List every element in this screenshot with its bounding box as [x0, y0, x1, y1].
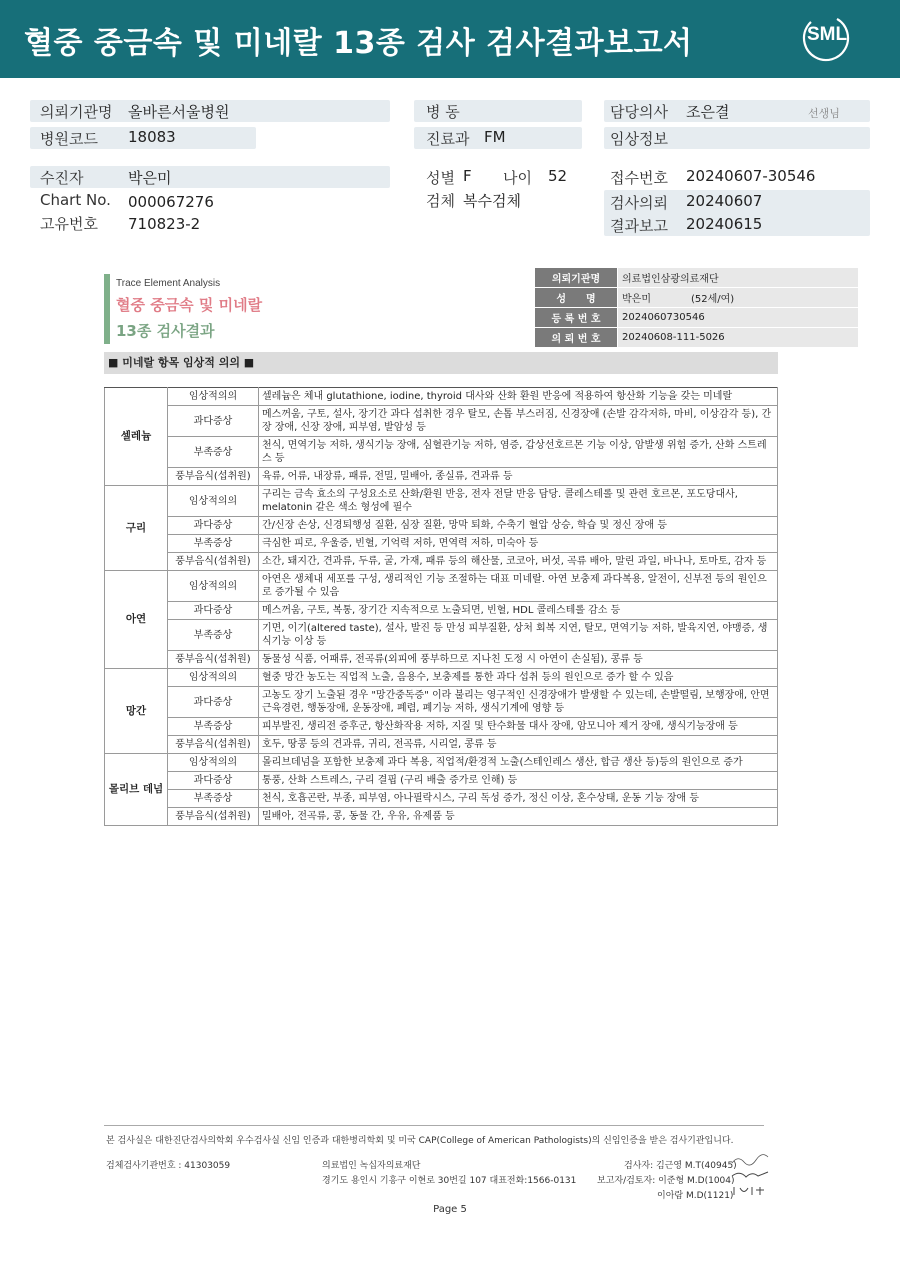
- info-value: 2024060730546: [618, 308, 859, 328]
- logo-text: SML: [806, 24, 848, 45]
- footer-note: 본 검사실은 대한진단검사의학회 우수검사실 신임 인증과 대한병리학회 및 미국 CAP(College of American Pathologists)의 신임인증을 받은 검사기관입니다.: [106, 1136, 734, 1146]
- row-category: 임상적의의: [168, 669, 259, 687]
- request-info-table: [534, 267, 859, 348]
- row-description: 천식, 면역기능 저하, 생식기능 장애, 심혈관기능 저하, 염증, 갑상선호르몬 기능 이상, 암발생 위험 증가, 산화 스트레스 등: [259, 437, 778, 468]
- dept-value: FM: [484, 128, 506, 146]
- table-row: [105, 571, 778, 602]
- footer-org: 의료법인 녹십자의료재단: [322, 1161, 421, 1171]
- info-key: 등 록 번 호: [535, 308, 618, 328]
- table-row: [105, 406, 778, 437]
- report-caption: Trace Element Analysis: [116, 278, 221, 289]
- row-description: 아연은 생체내 세포를 구성, 생리적인 기능 조절하는 대표 미네랄. 아연 보충제 과다복용, 알전이, 신부전 등의 원인으로 증가될 수 있음: [259, 571, 778, 602]
- request-label: 검사의뢰: [610, 194, 668, 212]
- mineral-table: [104, 387, 778, 826]
- info-row: [535, 308, 859, 328]
- footer-tester: 검사자: 김근영 M.T(40945): [624, 1161, 737, 1171]
- row-category: 풍부음식(섭취원): [168, 468, 259, 486]
- row-category: 풍부음식(섭취원): [168, 651, 259, 669]
- info-row: [535, 328, 859, 348]
- row-category: 과다증상: [168, 772, 259, 790]
- row-description: 메스꺼움, 구토, 설사, 장기간 과다 섭취한 경우 탈모, 손톱 부스러짐, 신경장애 (손발 감각저하, 마비, 이상감각 등), 간장 장애, 신장 장애, 피부염, 발암성 등: [259, 406, 778, 437]
- row-description: 피부발진, 생리전 증후군, 항산화작용 저하, 지질 및 탄수화물 대사 장애, 암모니아 제거 장애, 생식기능장애 등: [259, 718, 778, 736]
- request-value: 20240607: [686, 192, 763, 210]
- age-label: 나이: [503, 169, 532, 187]
- hospital-code-label: 병원코드: [40, 130, 98, 148]
- footer-address: 경기도 용인시 기흥구 이현로 30번길 107 대표전화:1566-0131: [322, 1176, 577, 1186]
- table-row: [105, 772, 778, 790]
- footer-reviewer: 보고자/검토자: 이준형 M.D(1004): [597, 1176, 735, 1186]
- patient-label: 수진자: [40, 169, 84, 187]
- reviewer-signature-icon: [730, 1168, 770, 1180]
- table-row: [105, 687, 778, 718]
- row-description: 몰리브데넘을 포함한 보충제 과다 복용, 직업적/환경적 노출(스테인레스 생산, 합금 생산 등)등의 원인으로 증가: [259, 754, 778, 772]
- row-description: 동물성 식품, 어패류, 전곡류(외피에 풍부하므로 지나친 도정 시 아연이 손실됨), 콩류 등: [259, 651, 778, 669]
- patient-value: 박은미: [128, 169, 172, 187]
- report-label: 결과보고: [610, 217, 668, 235]
- table-row: [105, 651, 778, 669]
- table-row: [105, 620, 778, 651]
- doctor-label: 담당의사: [610, 103, 668, 121]
- info-key: 의뢰기관명: [535, 268, 618, 288]
- report-value: 20240615: [686, 215, 763, 233]
- accent-bar: [104, 274, 110, 344]
- info-value: 박은미 (52세/여): [618, 288, 859, 308]
- row-description: 메스꺼움, 구토, 복통, 장기간 지속적으로 노출되면, 빈혈, HDL 콜레스테롤 감소 등: [259, 602, 778, 620]
- table-row: [105, 388, 778, 406]
- doctor-suffix: 선생님: [808, 107, 840, 120]
- info-key: 의 뢰 번 호: [535, 328, 618, 348]
- chart-value: 000067276: [128, 193, 214, 211]
- table-row: [105, 517, 778, 535]
- info-row: [535, 268, 859, 288]
- receipt-label: 접수번호: [610, 169, 668, 187]
- row-category: 과다증상: [168, 602, 259, 620]
- section-heading: ■ 미네랄 항목 임상적 의의 ■: [104, 352, 778, 374]
- row-category: 풍부음식(섭취원): [168, 736, 259, 754]
- row-category: 부족증상: [168, 718, 259, 736]
- row-description: 극심한 피로, 우울증, 빈혈, 기억력 저하, 면역력 저하, 미숙아 등: [259, 535, 778, 553]
- row-category: 과다증상: [168, 406, 259, 437]
- ward-label: 병 동: [426, 103, 460, 121]
- row-category: 임상적의의: [168, 388, 259, 406]
- sex-value: F: [463, 167, 472, 185]
- row-category: 과다증상: [168, 687, 259, 718]
- table-row: [105, 736, 778, 754]
- row-category: 부족증상: [168, 620, 259, 651]
- specimen-value: 복수검체: [463, 192, 521, 210]
- uid-value: 710823-2: [128, 215, 201, 233]
- tester-signature-icon: [730, 1154, 770, 1166]
- table-row: [105, 437, 778, 468]
- table-row: [105, 718, 778, 736]
- info-key: 성 명: [535, 288, 618, 308]
- mineral-name: 몰리브 데넘: [105, 754, 168, 826]
- institution-value: 올바른서울병원: [128, 103, 230, 121]
- row-category: 풍부음식(섭취원): [168, 553, 259, 571]
- row-description: 통풍, 산화 스트레스, 구리 결핍 (구리 배출 증가로 인해) 등: [259, 772, 778, 790]
- row-category: 임상적의의: [168, 754, 259, 772]
- row-description: 호두, 땅콩 등의 견과류, 귀리, 전곡류, 시리얼, 콩류 등: [259, 736, 778, 754]
- uid-label: 고유번호: [40, 215, 98, 233]
- doctor-value: 조은결: [686, 103, 730, 121]
- chart-label: Chart No.: [40, 191, 111, 209]
- table-row: [105, 535, 778, 553]
- report-title: 혈중 중금속 및 미네랄 13종 검사 검사결과보고서: [24, 26, 693, 61]
- row-description: 구리는 금속 효소의 구성요소로 산화/환원 반응, 전자 전달 반응 담당. 콜레스테롤 및 관련 호르몬, 포도당대사, melatonin 같은 색소 형성에 필수: [259, 486, 778, 517]
- info-row: [535, 288, 859, 308]
- row-category: 임상적의의: [168, 571, 259, 602]
- dept-label: 진료과: [426, 130, 470, 148]
- row-category: 부족증상: [168, 437, 259, 468]
- info-value: 20240608-111-5026: [618, 328, 859, 348]
- lab-number: 검체검사기관번호 : 41303059: [106, 1161, 231, 1171]
- footer-reviewer2: 이아람 M.D(1121): [657, 1191, 734, 1201]
- patient-box: [30, 166, 390, 188]
- table-row: [105, 808, 778, 826]
- row-description: 고농도 장기 노출된 경우 "망간중독증" 이라 불리는 영구적인 신경장애가 발생할 수 있는데, 손발떨림, 보행장애, 안면근육경련, 행동장애, 운동장애, 폐렴, 폐기능 저하, 생식기계에 영향 등: [259, 687, 778, 718]
- row-category: 부족증상: [168, 790, 259, 808]
- row-description: 밀배아, 전곡류, 콩, 동물 간, 우유, 유제품 등: [259, 808, 778, 826]
- row-description: 혈중 망간 농도는 직업적 노출, 음용수, 보충제를 통한 과다 섭취 등의 원인으로 증가 할 수 있음: [259, 669, 778, 687]
- report-title-line2: 13종 검사결과: [116, 322, 215, 340]
- row-description: 셀레늄은 체내 glutathione, iodine, thyroid 대사와 산화 환원 반응에 적용하여 항산화 기능을 갖는 미네랄: [259, 388, 778, 406]
- hospital-code-value: 18083: [128, 128, 176, 146]
- report-title-line1: 혈중 중금속 및 미네랄: [116, 296, 263, 314]
- row-category: 풍부음식(섭취원): [168, 808, 259, 826]
- row-description: 소간, 돼지간, 견과류, 두류, 굴, 가재, 패류 등의 해산물, 코코아, 버섯, 곡류 배아, 말린 과일, 바나나, 토마토, 감자 등: [259, 553, 778, 571]
- row-category: 임상적의의: [168, 486, 259, 517]
- table-row: [105, 468, 778, 486]
- row-category: 부족증상: [168, 535, 259, 553]
- table-row: [105, 669, 778, 687]
- sex-label: 성별: [426, 169, 455, 187]
- clinical-label: 임상정보: [610, 130, 668, 148]
- table-row: [105, 486, 778, 517]
- mineral-name: 셀레늄: [105, 388, 168, 486]
- report-header: [0, 0, 900, 78]
- row-description: 기면, 이기(altered taste), 설사, 발진 등 만성 피부질환, 상처 회복 지연, 탈모, 면역기능 저하, 발육지연, 야맹증, 생식기능 이상 등: [259, 620, 778, 651]
- specimen-label: 검체: [426, 192, 455, 210]
- footer-divider: [104, 1125, 764, 1126]
- page-number: Page 5: [433, 1204, 467, 1215]
- info-value: 의료법인삼광의료재단: [618, 268, 859, 288]
- row-category: 과다증상: [168, 517, 259, 535]
- table-row: [105, 790, 778, 808]
- mineral-name: 아연: [105, 571, 168, 669]
- table-row: [105, 553, 778, 571]
- row-description: 간/신장 손상, 신경퇴행성 질환, 심장 질환, 망막 퇴화, 수축기 혈압 상승, 학습 및 정신 장애 등: [259, 517, 778, 535]
- row-description: 육류, 어류, 내장류, 패류, 전밀, 밀배아, 종실류, 견과류 등: [259, 468, 778, 486]
- mineral-name: 망간: [105, 669, 168, 754]
- receipt-value: 20240607-30546: [686, 167, 816, 185]
- age-value: 52: [548, 167, 568, 185]
- reviewer2-signature-icon: [730, 1185, 770, 1197]
- institution-label: 의뢰기관명: [40, 103, 113, 121]
- table-row: [105, 754, 778, 772]
- mineral-name: 구리: [105, 486, 168, 571]
- table-row: [105, 602, 778, 620]
- row-description: 천식, 호흡곤란, 부종, 피부염, 아나필락시스, 구리 독성 증가, 정신 이상, 혼수상태, 운동 기능 장애 등: [259, 790, 778, 808]
